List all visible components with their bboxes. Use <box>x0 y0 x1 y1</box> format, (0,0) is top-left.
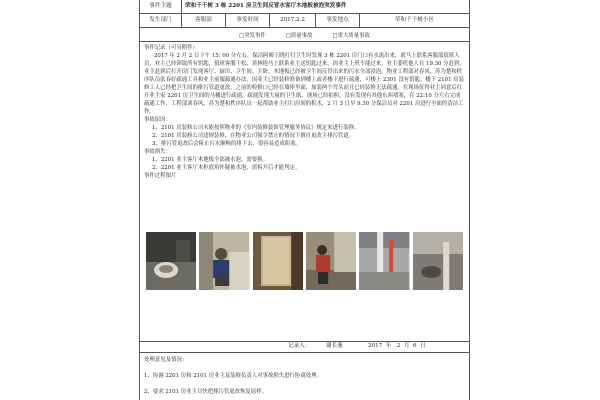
cause-title: 事故原因： <box>144 117 171 123</box>
handling-section <box>140 352 469 400</box>
handling-title: 处理意见及情况： <box>144 357 188 363</box>
loss-item: 2、2201 业主客厅木柜底角怀疑被水泡，需拆开后才能判定。 <box>152 165 301 171</box>
place-label: 事发地点 <box>316 14 360 27</box>
photo-worker-cleaning <box>306 232 356 290</box>
cause-item: 1、2101 房装修公司未能按照物业的《室内装修装饰管理服务协议》规定来进行装修。 <box>152 125 360 131</box>
category-row <box>140 28 469 42</box>
incident-report-form <box>139 0 470 400</box>
record-title: 事件记录（可另附件） <box>144 45 198 51</box>
handling-item: 1、协调 2201 房和 2101 房业主及装修负责人对事故损失进行协商处理。 <box>144 373 322 379</box>
photo-toilet-floor <box>146 232 196 290</box>
photos-title: 事件过程图片 <box>144 173 177 179</box>
recorder-label: 记录人： <box>288 343 311 349</box>
checkbox-emergency[interactable]: □突发事件 <box>239 32 266 39</box>
place-value: 荣和千千树小区 <box>394 17 435 24</box>
loss-title: 事故损失： <box>144 149 171 155</box>
subject-value: 荣和千千树 3 栋 2201 房卫生间反冒水客厅木地板被泡突发事件 <box>185 3 347 10</box>
photo-bathroom-wall <box>253 232 303 290</box>
record-paragraph: 2017 年 2 月 2 日下午 15: 00 分左右，保洁阿姨王晓打扫卫生时发现 3 栋 2201 房门口有水流出来，就马上联系客服部值班人员，业主已经领取所有钥匙，值班客服于松、黄林艳马上联系业主送钥匙过来，因业主上班不能过来，业主委托他人在 19.30 分赶到，业主赶到后打开房门发现客厅、厨房、卫生间、主卧、木地板已经被卫生间反冒出来的污水全部浸泡。物业工程部对春风、苏为楚和秩序队员张春好疏通工具和业主前服疏通办法，因业主已经装修准备到楼上或者楼下进行疏通，可楼上 2301 没有钥匙。楼下 2101 房装修工人已经把卫生间的排污管道更改，之前的检修口已经在墙体里面，加装两个弯头而且已经装修无法疏通。在现场征得业主同意后打开业主家 2201 房卫生间的马桶进行疏通，疏通发现大量的卫生纸，现场已经拍照，没有发现有其他东西堵塞，在 22:10 分左右完成疏通工作，工程部刘春风、苏为楚和秩序队员一起帮助业主打扫房间的积水，2 月 3 日早 9.30 分保洁员对 2201 房进行全面的清洁工作。 <box>144 53 465 115</box>
subject-row <box>140 0 469 14</box>
dept-value: 客服部 <box>182 14 226 27</box>
dept-label: 发生部门 <box>140 14 182 27</box>
checkbox-major-quality-accident[interactable]: □重大质量事故 <box>332 32 370 39</box>
handling-item: 2、要求 2101 房业主尽快把排污管更改恢复原样。 <box>144 389 267 395</box>
loss-item: 1、2201 业主客厅木地板全部被水泡，需要换。 <box>152 157 268 163</box>
time-label: 事发时间 <box>226 14 270 27</box>
time-value: 2017.2.2 <box>270 14 316 27</box>
signature-row <box>140 338 469 352</box>
photo-strip <box>146 232 463 290</box>
photo-worker-crouching <box>199 232 249 290</box>
meta-row <box>140 14 469 28</box>
record-date: 2017 年 2 月 6 日 <box>368 343 426 349</box>
cause-item: 2、2101 房装修公司违规装修，在物业公司强令禁止的情况下擅自更改主排污管道。 <box>152 133 355 139</box>
photo-ceiling-pipe <box>359 232 409 290</box>
event-record <box>140 42 469 342</box>
recorder-name: 谢长葱 <box>326 343 343 349</box>
checkbox-quality-accident[interactable]: □质量事故 <box>285 32 313 39</box>
photo-floor-drain <box>413 232 463 290</box>
cause-item: 3、排污管更改后会阻止污水顺畅的排下去，很容易造成阻塞。 <box>152 141 301 147</box>
subject-label: 事件主题 <box>140 0 182 13</box>
